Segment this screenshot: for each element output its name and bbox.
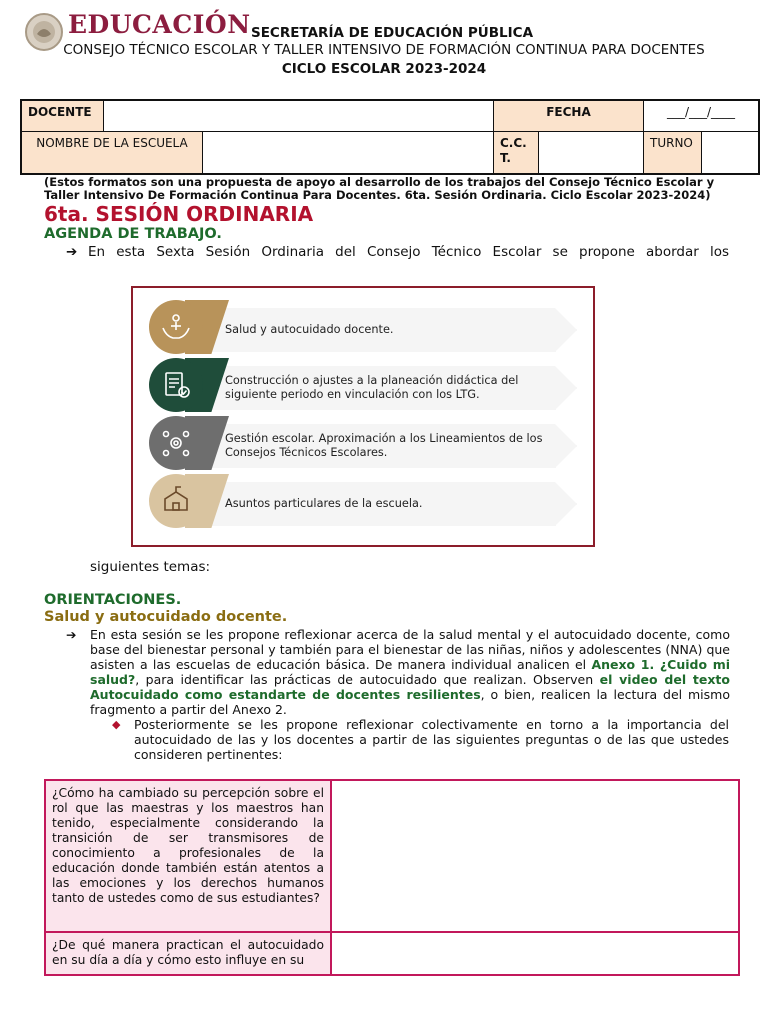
question-cell: ¿Cómo ha cambiado su percepción sobre el rol que las maestras y los maestros han tenido, especialmente considerando la transición de ser transmisores de conocimiento a profesionales de la educación donde también están atentos a las emociones y los derechos humanos tanto de ustedes como de sus estudiantes? (46, 781, 332, 931)
gear-people-icon (149, 416, 203, 470)
format-note: (Estos formatos son una propuesta de apoyo al desarrollo de los trabajos del Consejo Técnico Escolar y Taller Intensivo De Formación Continua Para Docentes. 6ta. Sesión Ordinaria. Ciclo Escolar 2023-2024) (44, 175, 715, 202)
agenda-item (149, 358, 579, 412)
document-check-icon (149, 358, 203, 412)
orientaciones-heading: ORIENTACIONES. (44, 592, 182, 608)
agenda-item (149, 416, 579, 470)
salud-heading: Salud y autocuidado docente. (44, 609, 288, 625)
header-secretaria: SECRETARÍA DE EDUCACIÓN PÚBLICA (250, 25, 534, 41)
para-text: En esta sesión se les propone reflexionar acerca de la salud mental y el autocuidado docente, como base del bienestar personal y también para el bienestar de las niñas, niños y adolescentes (NNA) que asisten a las escuelas de educación básica. De manera individual analicen el (90, 627, 730, 672)
school-icon (149, 474, 203, 528)
intro-paragraph (66, 244, 729, 260)
agenda-item-label: Gestión escolar. Aproximación a los Lineamientos de los Consejos Técnicos Escolares. (225, 432, 543, 459)
cct-label: C.C. T. (494, 132, 539, 173)
diamond-bullet-icon: ◆ (112, 718, 121, 731)
turno-label: TURNO (644, 132, 702, 173)
header-consejo: CONSEJO TÉCNICO ESCOLAR Y TALLER INTENSIVO DE FORMACIÓN CONTINUA PARA DOCENTES (63, 42, 705, 58)
header-ciclo: CICLO ESCOLAR 2023-2024 (281, 61, 487, 77)
para-text: , para identificar las prácticas de autocuidado que realizan. Observen (135, 672, 600, 687)
anexo1-link[interactable]: Anexo 1. ¿Cuido mi salud? (90, 657, 731, 687)
arrow-icon: ➔ (66, 244, 78, 260)
docente-field[interactable] (104, 101, 494, 132)
logo-text: EDUCACIÓN (68, 10, 251, 39)
agenda-image (131, 286, 595, 547)
fecha-field[interactable]: ___/___/____ (644, 101, 758, 132)
agenda-item-label: Salud y autocuidado docente. (225, 323, 394, 336)
reflexion-paragraph: Posteriormente se les propone reflexionar colectivamente en torno a la importancia del autocuidado de las y los docentes a partir de las siguientes preguntas o de las que ustedes consideren pertinentes: (134, 717, 729, 762)
agenda-item (149, 474, 579, 528)
page-title: 6ta. SESIÓN ORDINARIA (44, 202, 314, 226)
intro-text: En esta Sexta Sesión Ordinaria del Consejo Técnico Escolar se propone abordar los (88, 244, 729, 260)
siguientes-temas: siguientes temas: (90, 559, 211, 575)
arrow-icon: ➔ (66, 627, 77, 642)
video-link[interactable]: el video del texto Autocuidado como estandarte de docentes resilientes (90, 672, 730, 702)
info-table (20, 99, 760, 175)
orientaciones-paragraph (90, 627, 730, 717)
turno-field[interactable] (702, 132, 758, 173)
agenda-heading: AGENDA DE TRABAJO. (44, 226, 222, 242)
agenda-item-label: Asuntos particulares de la escuela. (225, 497, 423, 510)
agenda-item-label: Construcción o ajustes a la planeación didáctica del siguiente periodo en vinculación con los LTG. (225, 374, 519, 401)
para-text: , o bien, realicen la lectura del mismo fragmento a partir del Anexo 2. (90, 687, 730, 717)
fecha-label: FECHA (494, 101, 644, 132)
question-cell: ¿De qué manera practican el autocuidado en su día a día y cómo esto influye en su (46, 933, 332, 974)
hands-heart-icon (149, 300, 203, 354)
questions-table (44, 779, 740, 976)
docente-label: DOCENTE (22, 101, 104, 132)
cct-field[interactable] (539, 132, 644, 173)
escuela-label: NOMBRE DE LA ESCUELA (22, 132, 203, 173)
agenda-item (149, 300, 579, 354)
escuela-field[interactable] (203, 132, 494, 173)
